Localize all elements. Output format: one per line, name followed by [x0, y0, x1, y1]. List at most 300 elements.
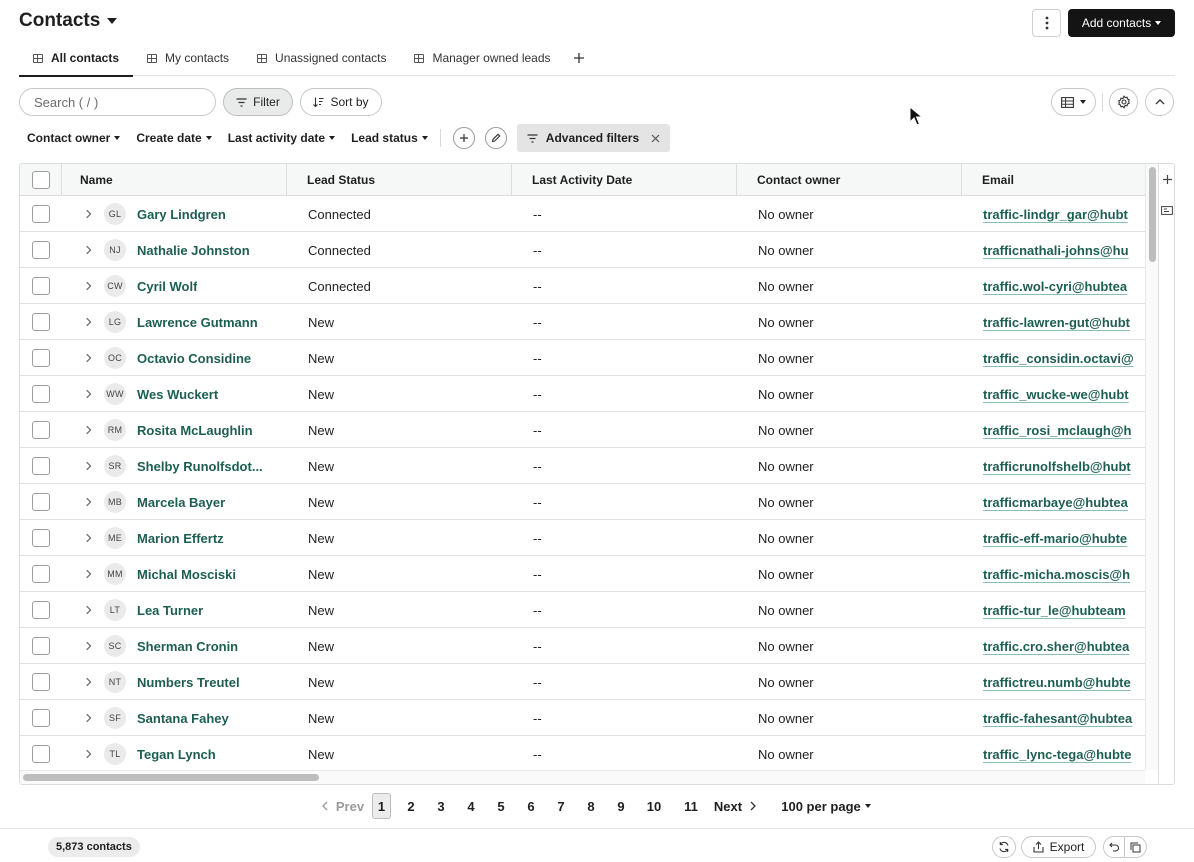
email-link[interactable]: traffic-eff-mario@hubte: [983, 530, 1128, 546]
record-count: 5,873 contacts: [56, 841, 132, 853]
last-activity-cell: [533, 268, 733, 304]
email-link[interactable]: traffic.wol-cyri@hubtea: [983, 278, 1128, 294]
expand-row-button[interactable]: [84, 196, 98, 232]
lead-status-filter[interactable]: [343, 131, 436, 145]
page-button-9[interactable]: [612, 793, 630, 819]
contact-owner-filter[interactable]: [19, 131, 128, 145]
page-button-3[interactable]: [432, 793, 450, 819]
contact-name-link[interactable]: Gary Lindgren: [137, 206, 226, 222]
email-link[interactable]: traffictreu.numb@hubte: [983, 674, 1131, 690]
toolbar-divider: [1102, 93, 1103, 111]
lead-status-value: New: [308, 530, 335, 546]
add-contacts-button[interactable]: [1068, 9, 1175, 37]
chevron-right-icon: [84, 570, 91, 578]
row-checkbox[interactable]: [32, 349, 50, 367]
contact-owner-value: No owner: [758, 494, 814, 510]
contact-name-link[interactable]: Santana Fahey: [137, 710, 229, 726]
avatar-initials: WW: [104, 383, 126, 405]
contact-name-link[interactable]: Lea Turner: [137, 602, 204, 618]
chevron-right-icon: [84, 282, 91, 290]
expand-row-button[interactable]: [84, 340, 98, 376]
email-link[interactable]: traffic_considin.octavi@: [983, 350, 1134, 366]
column-header-lead-status[interactable]: [287, 164, 512, 196]
column-header-label: Contact owner: [757, 173, 841, 187]
table-row[interactable]: [20, 592, 1145, 628]
contacts-table: [19, 163, 1175, 785]
table-row[interactable]: [20, 448, 1145, 484]
last-activity-cell: [533, 448, 733, 484]
sort-icon: [313, 97, 324, 107]
email-cell: [983, 304, 1145, 340]
refresh-icon: [998, 841, 1010, 853]
search-input[interactable]: [34, 95, 210, 110]
table-row[interactable]: [20, 556, 1145, 592]
avatar: [104, 664, 128, 700]
caret-down-icon: [206, 136, 212, 140]
contact-owner-value: No owner: [758, 242, 814, 258]
name-cell: [137, 736, 277, 772]
contact-owner-value: No owner: [758, 674, 814, 690]
lead-status-value: New: [308, 422, 335, 438]
table-settings-button[interactable]: [1109, 88, 1138, 116]
chevron-right-icon: [750, 801, 756, 811]
contact-owner-value: No owner: [758, 278, 814, 294]
column-header-last-activity[interactable]: [512, 164, 737, 196]
contact-owner-value: No owner: [758, 746, 814, 762]
plus-icon: [573, 52, 585, 64]
avatar: [104, 412, 128, 448]
chevron-left-icon: [322, 801, 328, 811]
contact-owner-cell: [758, 340, 958, 376]
lead-status-cell: [308, 196, 508, 232]
lead-status-value: New: [308, 566, 335, 582]
caret-down-icon: [422, 136, 428, 140]
lead-status-value: Connected: [308, 206, 371, 222]
chevron-right-icon: [84, 246, 91, 254]
tab-label: My contacts: [165, 51, 230, 65]
table-row[interactable]: [20, 736, 1145, 772]
search-box: [19, 88, 216, 116]
last-activity-date-filter[interactable]: [220, 131, 343, 145]
email-cell: [983, 376, 1145, 412]
table-side-panel: [1158, 164, 1175, 784]
avatar: [104, 700, 128, 736]
last-activity-value: --: [533, 314, 542, 330]
table-row[interactable]: [20, 304, 1145, 340]
contact-owner-value: No owner: [758, 602, 814, 618]
row-checkbox[interactable]: [32, 529, 50, 547]
last-activity-value: --: [533, 746, 542, 762]
sort-button[interactable]: [300, 88, 382, 116]
advanced-filters-label: Advanced filters: [545, 131, 640, 145]
last-activity-value: --: [533, 566, 542, 582]
expand-row-button[interactable]: [84, 448, 98, 484]
contact-owner-cell: [758, 304, 958, 340]
contact-name-link[interactable]: Octavio Considine: [137, 350, 252, 366]
page-number: 7: [557, 798, 565, 814]
expand-row-button[interactable]: [84, 700, 98, 736]
avatar: [104, 592, 128, 628]
horizontal-scrollbar[interactable]: [20, 770, 1145, 784]
contact-name-link[interactable]: Rosita McLaughlin: [137, 422, 253, 438]
tab-manager-owned-leads[interactable]: [400, 46, 564, 76]
table-row[interactable]: [20, 520, 1145, 556]
vertical-scrollbar[interactable]: [1145, 164, 1158, 770]
lead-status-cell: [308, 376, 508, 412]
lead-status-cell: [308, 628, 508, 664]
row-checkbox[interactable]: [32, 709, 50, 727]
expand-row-button[interactable]: [84, 412, 98, 448]
email-link[interactable]: traffic-micha.moscis@h: [983, 566, 1131, 582]
column-card-icon[interactable]: [1161, 206, 1173, 215]
tab-my-contacts[interactable]: [133, 46, 243, 76]
row-checkbox-cell: [32, 232, 62, 268]
contact-owner-cell: [758, 376, 958, 412]
contact-name-link[interactable]: Marion Effertz: [137, 530, 224, 546]
last-activity-value: --: [533, 278, 542, 294]
export-icon: [1033, 841, 1044, 853]
tab-unassigned-contacts[interactable]: [243, 46, 400, 76]
table-row[interactable]: [20, 376, 1145, 412]
avatar: [104, 448, 128, 484]
table-view-switcher[interactable]: [1051, 88, 1096, 116]
filter-icon: [527, 134, 538, 143]
email-link[interactable]: traffic.cro.sher@hubtea: [983, 638, 1130, 654]
table-row[interactable]: [20, 232, 1145, 268]
contact-name-link[interactable]: Marcela Bayer: [137, 494, 226, 510]
last-activity-value: --: [533, 602, 542, 618]
mouse-cursor-icon: [909, 106, 923, 126]
page-button-1[interactable]: [372, 793, 391, 819]
table-icon: [414, 54, 424, 63]
lead-status-value: New: [308, 746, 335, 762]
name-cell: [137, 340, 277, 376]
undo-copy-group: [1103, 836, 1147, 858]
row-checkbox[interactable]: [32, 601, 50, 619]
contacts-view-selector[interactable]: [19, 10, 117, 32]
select-all-checkbox[interactable]: [32, 171, 50, 189]
row-checkbox[interactable]: [32, 277, 50, 295]
email-cell: [983, 592, 1145, 628]
per-page-label: 100 per page: [781, 798, 861, 814]
per-page-select[interactable]: [776, 793, 876, 819]
last-activity-cell: [533, 628, 733, 664]
row-checkbox[interactable]: [32, 637, 50, 655]
email-link[interactable]: trafficmarbaye@hubtea: [983, 494, 1128, 510]
horizontal-scroll-thumb[interactable]: [23, 774, 319, 781]
last-activity-value: --: [533, 638, 542, 654]
name-cell: [137, 412, 277, 448]
email-cell: [983, 700, 1145, 736]
undo-button[interactable]: [1104, 837, 1125, 857]
lead-status-cell: [308, 736, 508, 772]
name-cell: [137, 268, 277, 304]
add-column-icon[interactable]: [1162, 174, 1173, 185]
page-number: 8: [587, 798, 595, 814]
last-activity-value: --: [533, 386, 542, 402]
email-cell: [983, 628, 1145, 664]
expand-row-button[interactable]: [84, 268, 98, 304]
record-count-badge: [48, 837, 140, 857]
expand-row-button[interactable]: [84, 628, 98, 664]
contact-owner-cell: [758, 196, 958, 232]
undo-icon: [1109, 842, 1120, 852]
expand-row-button[interactable]: [84, 376, 98, 412]
avatar-initials: CW: [104, 275, 126, 297]
filter-divider: [440, 129, 441, 147]
avatar: [104, 628, 128, 664]
contact-name-link[interactable]: Cyril Wolf: [137, 278, 198, 294]
name-cell: [137, 700, 277, 736]
last-activity-cell: [533, 232, 733, 268]
last-activity-value: --: [533, 458, 542, 474]
contact-name-link[interactable]: Nathalie Johnston: [137, 242, 250, 258]
table-header: [20, 164, 1145, 196]
contact-owner-cell: [758, 484, 958, 520]
page-title: Contacts: [19, 10, 101, 31]
name-cell: [137, 520, 277, 556]
row-checkbox[interactable]: [32, 241, 50, 259]
row-checkbox[interactable]: [32, 565, 50, 583]
contact-name-link[interactable]: Shelby Runolfsdot...: [137, 458, 263, 474]
chevron-right-icon: [84, 318, 91, 326]
lead-status-value: New: [308, 494, 335, 510]
add-filter-button[interactable]: [453, 127, 475, 149]
column-header-contact-owner[interactable]: [737, 164, 962, 196]
last-activity-cell: [533, 556, 733, 592]
avatar-initials: NT: [104, 671, 126, 693]
column-header-label: Lead Status: [307, 173, 376, 187]
last-activity-cell: [533, 376, 733, 412]
page-button-4[interactable]: [462, 793, 480, 819]
row-checkbox-cell: [32, 556, 62, 592]
table-row[interactable]: [20, 700, 1145, 736]
page-button-7[interactable]: [552, 793, 570, 819]
more-actions-button[interactable]: [1032, 9, 1061, 37]
close-icon[interactable]: [651, 134, 660, 143]
expand-row-button[interactable]: [84, 664, 98, 700]
last-activity-value: --: [533, 494, 542, 510]
avatar-initials: LG: [104, 311, 126, 333]
export-button[interactable]: [1021, 836, 1096, 858]
row-checkbox-cell: [32, 412, 62, 448]
row-checkbox[interactable]: [32, 457, 50, 475]
avatar: [104, 268, 128, 304]
email-link[interactable]: traffic-fahesant@hubtea: [983, 710, 1133, 726]
row-checkbox-cell: [32, 448, 62, 484]
row-checkbox[interactable]: [32, 673, 50, 691]
next-page-button[interactable]: [708, 793, 762, 819]
column-header-name[interactable]: [62, 164, 287, 196]
last-activity-value: --: [533, 674, 542, 690]
table-row[interactable]: [20, 268, 1145, 304]
avatar-initials: NJ: [104, 239, 126, 261]
expand-row-button[interactable]: [84, 232, 98, 268]
last-activity-value: --: [533, 206, 542, 222]
avatar-initials: SF: [104, 707, 126, 729]
prev-page-button[interactable]: [318, 793, 368, 819]
avatar-initials: SC: [104, 635, 126, 657]
contact-name-link[interactable]: Numbers Treutel: [137, 674, 240, 690]
email-link[interactable]: trafficrunolfshelb@hubt: [983, 458, 1131, 474]
email-link[interactable]: trafficnathali-johns@hu: [983, 242, 1129, 258]
contact-owner-cell: [758, 448, 958, 484]
last-activity-cell: [533, 196, 733, 232]
table-row[interactable]: [20, 412, 1145, 448]
page-number: 10: [646, 798, 662, 814]
last-activity-cell: [533, 520, 733, 556]
caret-down-icon: [1080, 100, 1086, 104]
table-icon: [33, 54, 43, 63]
expand-row-button[interactable]: [84, 304, 98, 340]
row-checkbox[interactable]: [32, 493, 50, 511]
table-row[interactable]: [20, 484, 1145, 520]
chevron-right-icon: [84, 750, 91, 758]
copy-icon: [1130, 842, 1141, 853]
email-link[interactable]: traffic-tur_le@hubteam: [983, 602, 1126, 618]
row-checkbox[interactable]: [32, 421, 50, 439]
name-cell: [137, 628, 277, 664]
contact-owner-value: No owner: [758, 422, 814, 438]
email-link[interactable]: traffic_rosi_mclaugh@h: [983, 422, 1132, 438]
collapse-toolbar-button[interactable]: [1145, 88, 1174, 116]
email-link[interactable]: traffic-lindgr_gar@hubt: [983, 206, 1128, 222]
expand-row-button[interactable]: [84, 592, 98, 628]
avatar-initials: RM: [104, 419, 126, 441]
email-cell: [983, 556, 1145, 592]
page-number: 2: [407, 798, 415, 814]
page-button-5[interactable]: [492, 793, 510, 819]
chevron-right-icon: [84, 642, 91, 650]
expand-row-button[interactable]: [84, 736, 98, 772]
chevron-right-icon: [84, 210, 91, 218]
edit-filters-button[interactable]: [485, 127, 507, 149]
tab-label: Manager owned leads: [432, 51, 551, 65]
avatar-initials: MM: [104, 563, 126, 585]
expand-row-button[interactable]: [84, 484, 98, 520]
next-label: Next: [713, 798, 743, 814]
chevron-right-icon: [84, 390, 91, 398]
filter-button[interactable]: [223, 88, 293, 116]
contact-name-link[interactable]: Wes Wuckert: [137, 386, 219, 402]
contact-owner-cell: [758, 700, 958, 736]
expand-row-button[interactable]: [84, 556, 98, 592]
last-activity-value: --: [533, 530, 542, 546]
page-button-10[interactable]: [643, 793, 665, 819]
pencil-icon: [491, 133, 501, 143]
avatar: [104, 376, 128, 412]
copy-button[interactable]: [1125, 837, 1146, 857]
last-activity-value: --: [533, 422, 542, 438]
lead-status-value: New: [308, 350, 335, 366]
view-tabs: [19, 46, 1175, 76]
last-activity-cell: [533, 304, 733, 340]
email-cell: [983, 664, 1145, 700]
contact-name-link[interactable]: Tegan Lynch: [137, 746, 216, 762]
quick-filter-bar: [19, 124, 670, 152]
contact-owner-value: No owner: [758, 566, 814, 582]
lead-status-cell: [308, 484, 508, 520]
create-date-filter[interactable]: [128, 131, 219, 145]
table-icon: [1061, 97, 1074, 108]
row-checkbox[interactable]: [32, 205, 50, 223]
table-icon: [147, 54, 157, 63]
add-contacts-label: Add contacts: [1081, 16, 1152, 30]
table-row[interactable]: [20, 340, 1145, 376]
name-cell: [137, 448, 277, 484]
contact-owner-cell: [758, 556, 958, 592]
contact-owner-value: No owner: [758, 386, 814, 402]
email-cell: [983, 340, 1145, 376]
avatar-initials: TL: [104, 743, 126, 765]
refresh-button[interactable]: [992, 836, 1016, 858]
column-header-label: Last Activity Date: [532, 173, 633, 187]
add-view-button[interactable]: [565, 46, 593, 76]
avatar-initials: SR: [104, 455, 126, 477]
table-row[interactable]: [20, 196, 1145, 232]
column-header-label: Name: [80, 173, 113, 187]
footer-bar: [0, 828, 1194, 862]
filter-dropdown-label: Create date: [136, 131, 202, 145]
tab-all-contacts[interactable]: [19, 46, 133, 76]
row-checkbox[interactable]: [32, 745, 50, 763]
contact-owner-cell: [758, 628, 958, 664]
page-button-6[interactable]: [522, 793, 540, 819]
name-cell: [137, 376, 277, 412]
contact-name-link[interactable]: Lawrence Gutmann: [137, 314, 258, 330]
contact-name-link[interactable]: Sherman Cronin: [137, 638, 239, 654]
vertical-scroll-thumb[interactable]: [1149, 167, 1156, 262]
row-checkbox-cell: [32, 340, 62, 376]
last-activity-value: --: [533, 710, 542, 726]
email-link[interactable]: traffic-lawren-gut@hubt: [983, 314, 1130, 330]
contact-owner-cell: [758, 520, 958, 556]
avatar-initials: LT: [104, 599, 126, 621]
lead-status-cell: [308, 412, 508, 448]
email-cell: [983, 196, 1145, 232]
contact-owner-value: No owner: [758, 530, 814, 546]
email-cell: [983, 736, 1145, 772]
page-button-8[interactable]: [582, 793, 600, 819]
contact-name-link[interactable]: Michal Mosciski: [137, 566, 236, 582]
header-checkbox-cell: [20, 164, 62, 196]
page-button-2[interactable]: [402, 793, 420, 819]
page-button-11[interactable]: [680, 793, 702, 819]
page-header: [0, 0, 1194, 46]
advanced-filters-chip[interactable]: [517, 124, 670, 152]
tab-label: Unassigned contacts: [275, 51, 387, 65]
pagination: [0, 793, 1194, 819]
row-checkbox-cell: [32, 628, 62, 664]
row-checkbox[interactable]: [32, 385, 50, 403]
table-row[interactable]: [20, 664, 1145, 700]
lead-status-value: New: [308, 674, 335, 690]
avatar: [104, 232, 128, 268]
email-link[interactable]: traffic_lync-tega@hubte: [983, 746, 1132, 762]
contact-owner-value: No owner: [758, 710, 814, 726]
avatar: [104, 484, 128, 520]
caret-down-icon: [865, 804, 871, 808]
name-cell: [137, 664, 277, 700]
row-checkbox[interactable]: [32, 313, 50, 331]
contact-owner-cell: [758, 232, 958, 268]
column-header-email[interactable]: [962, 164, 1145, 196]
email-cell: [983, 232, 1145, 268]
expand-row-button[interactable]: [84, 520, 98, 556]
email-link[interactable]: traffic_wucke-we@hubt: [983, 386, 1129, 402]
contact-owner-value: No owner: [758, 638, 814, 654]
table-row[interactable]: [20, 628, 1145, 664]
